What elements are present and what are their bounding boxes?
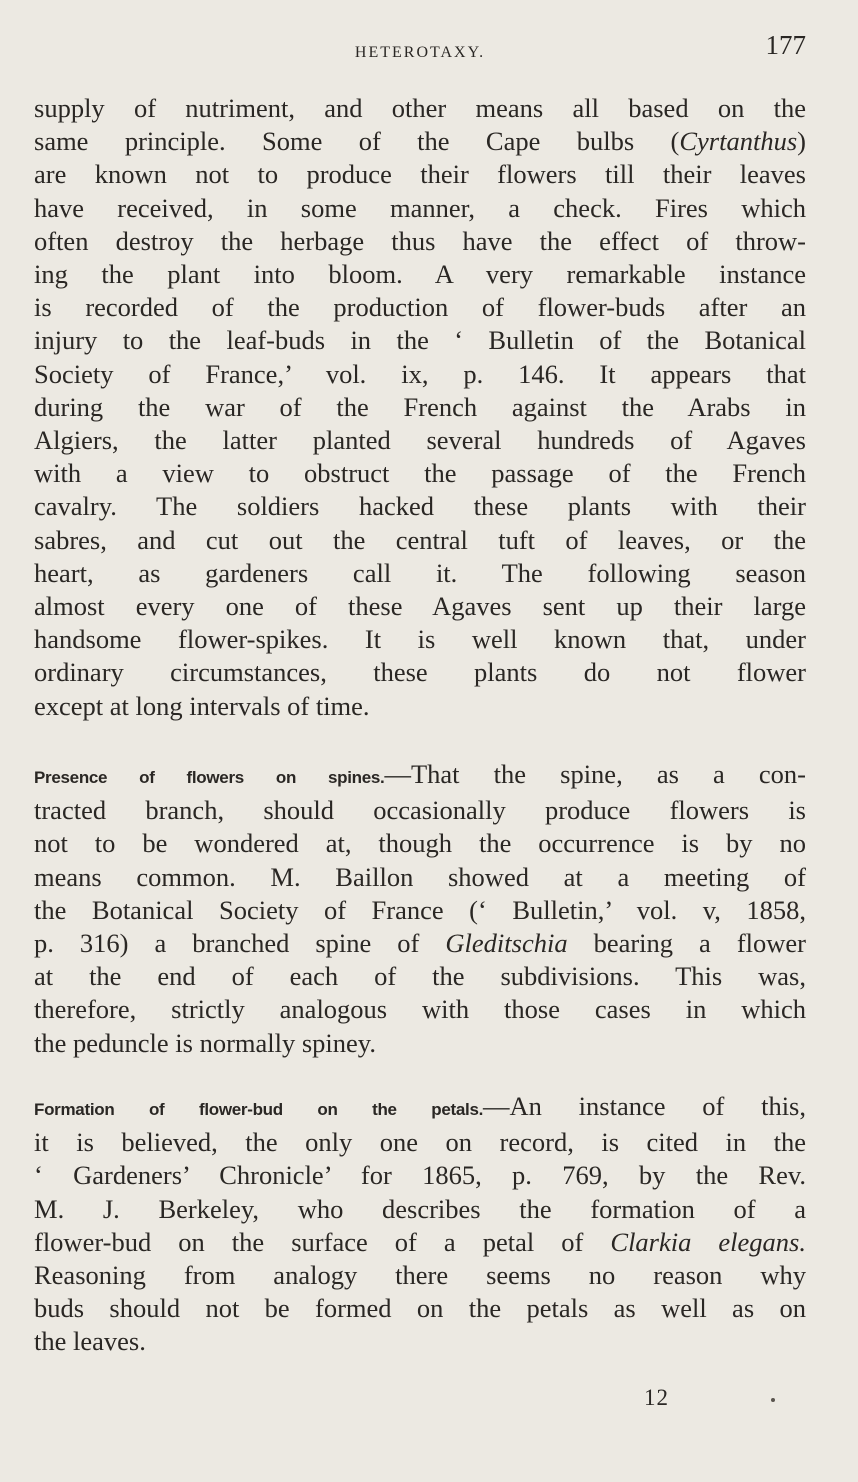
section-sidehead: Formation of flower-bud on the petals. <box>34 1100 484 1119</box>
paragraph-cape-bulbs <box>34 92 806 723</box>
text-line: Formation of flower-bud on the petals.—An instance of this, <box>34 1091 806 1121</box>
page-header <box>34 30 806 70</box>
text-line: buds should not be formed on the petals as well as on <box>34 1293 806 1324</box>
text-line: the peduncle is normally spiney. <box>34 1027 376 1058</box>
genus-name: Gleditschia <box>445 928 568 959</box>
text-line: Presence of flowers on spines.—That the spine, as a con- <box>34 759 807 789</box>
page-number: 177 <box>765 30 806 60</box>
text-line: therefore, strictly analogous with those cases in which <box>34 994 806 1025</box>
text-line: ordinary circumstances, these plants do not flower <box>34 657 806 688</box>
text-line: almost every one of these Agaves sent up their large <box>34 591 806 622</box>
genus-name: Cyrtanthus <box>679 126 798 157</box>
text-line: handsome flower-spikes. It is well known that, under <box>34 624 806 655</box>
section-sidehead: Presence of flowers on spines. <box>34 768 385 787</box>
text-line: sabres, and cut out the central tuft of leaves, or the <box>34 524 806 555</box>
text-line: have received, in some manner, a check. Fires which <box>34 192 806 223</box>
text-line: often destroy the herbage thus have the effect of throw- <box>34 225 806 256</box>
text-line: ing the plant into bloom. A very remarkable instance <box>34 259 806 290</box>
text-line: heart, as gardeners call it. The following season <box>34 557 806 588</box>
text-line: Reasoning from analogy there seems no reason why <box>34 1260 806 1291</box>
text-line: with a view to obstruct the passage of the French <box>34 458 806 489</box>
text-line: during the war of the French against the Arabs in <box>34 391 806 422</box>
text-line: supply of nutriment, and other means all based on the <box>34 93 806 123</box>
text-line: Algiers, the latter planted several hundreds of Agaves <box>34 425 806 456</box>
text-line: means common. M. Baillon showed at a meeting of <box>34 861 806 892</box>
species-name: Clarkia elegans. <box>610 1226 806 1257</box>
running-title: HETEROTAXY. <box>354 44 486 61</box>
signature-mark: 12 <box>644 1385 669 1410</box>
text-line: not to be wondered at, though the occurrence is by no <box>34 828 806 859</box>
text-line: except at long intervals of time. <box>34 690 370 721</box>
text-line: p. 316) a branched spine of Gleditschia bearing a flower <box>34 928 806 959</box>
text-line: at the end of each of the subdivisions. This was, <box>34 961 806 992</box>
ink-dot <box>771 1398 775 1402</box>
text-line: cavalry. The soldiers hacked these plants with their <box>34 491 806 522</box>
text-line: M. J. Berkeley, who describes the formation of a <box>34 1193 806 1224</box>
text-line: it is believed, the only one on record, is cited in the <box>34 1127 806 1158</box>
paragraph-flower-bud-on-petals <box>34 1090 806 1359</box>
text-line: is recorded of the production of flower-buds after an <box>34 292 806 323</box>
paragraph-flowers-on-spines <box>34 758 806 1060</box>
text-line: same principle. Some of the Cape bulbs (Cyrtanthus) <box>34 126 806 157</box>
text-line: tracted branch, should occasionally produce flowers is <box>34 795 806 826</box>
text-line: the leaves. <box>34 1326 146 1357</box>
text-line: Society of France,’ vol. ix, p. 146. It appears that <box>34 358 806 389</box>
text-line: ‘ Gardeners’ Chronicle’ for 1865, p. 769, by the Rev. <box>34 1160 806 1191</box>
text-line: are known not to produce their flowers till their leaves <box>34 159 806 190</box>
text-line: injury to the leaf-buds in the ‘ Bulletin of the Botanical <box>34 325 806 356</box>
text-line: flower-bud on the surface of a petal of Clarkia elegans. <box>34 1226 806 1257</box>
text-line: the Botanical Society of France (‘ Bulletin,’ vol. v, 1858, <box>34 894 806 925</box>
